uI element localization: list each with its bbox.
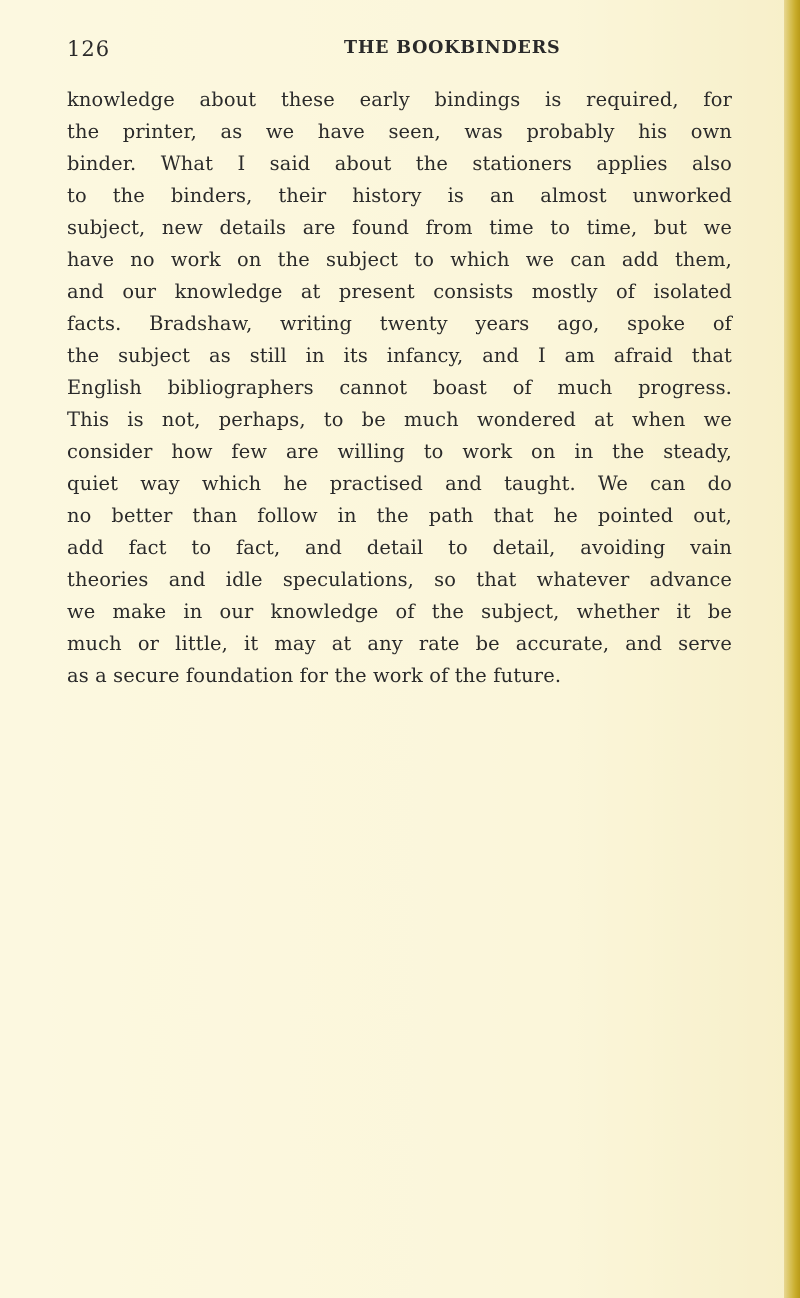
running-head: THE BOOKBINDERS: [344, 38, 561, 58]
text-line: no better than follow in the path that he pointed out,: [67, 504, 732, 527]
text-line: add fact to fact, and detail to detail, avoiding vain: [67, 536, 732, 559]
text-line: consider how few are willing to work on in the steady,: [67, 440, 732, 463]
text-line: quiet way which he practised and taught. We can do: [67, 472, 732, 495]
body-paragraph: [67, 84, 732, 692]
text-line: theories and idle speculations, so that whatever advance: [67, 568, 732, 591]
page-number: 126: [67, 37, 111, 61]
text-line: subject, new details are found from time to time, but we: [67, 216, 732, 239]
text-line: the printer, as we have seen, was probably his own: [67, 120, 732, 143]
text-line: much or little, it may at any rate be accurate, and serve: [67, 632, 732, 655]
text-line: and our knowledge at present consists mostly of isolated: [67, 280, 732, 303]
text-line: as a secure foundation for the work of the future.: [67, 664, 562, 687]
page-header: [67, 37, 727, 63]
text-line: to the binders, their history is an almost unworked: [67, 184, 732, 207]
text-line: the subject as still in its infancy, and I am afraid that: [67, 344, 732, 367]
text-line: binder. What I said about the stationers applies also: [67, 152, 732, 175]
text-line: we make in our knowledge of the subject, whether it be: [67, 600, 732, 623]
text-line: This is not, perhaps, to be much wondered at when we: [67, 408, 732, 431]
page-edge: [784, 0, 800, 1298]
text-line: knowledge about these early bindings is required, for: [67, 88, 732, 111]
text-line: have no work on the subject to which we can add them,: [67, 248, 732, 271]
text-line: facts. Bradshaw, writing twenty years ago, spoke of: [67, 312, 732, 335]
text-line: English bibliographers cannot boast of much progress.: [67, 376, 732, 399]
